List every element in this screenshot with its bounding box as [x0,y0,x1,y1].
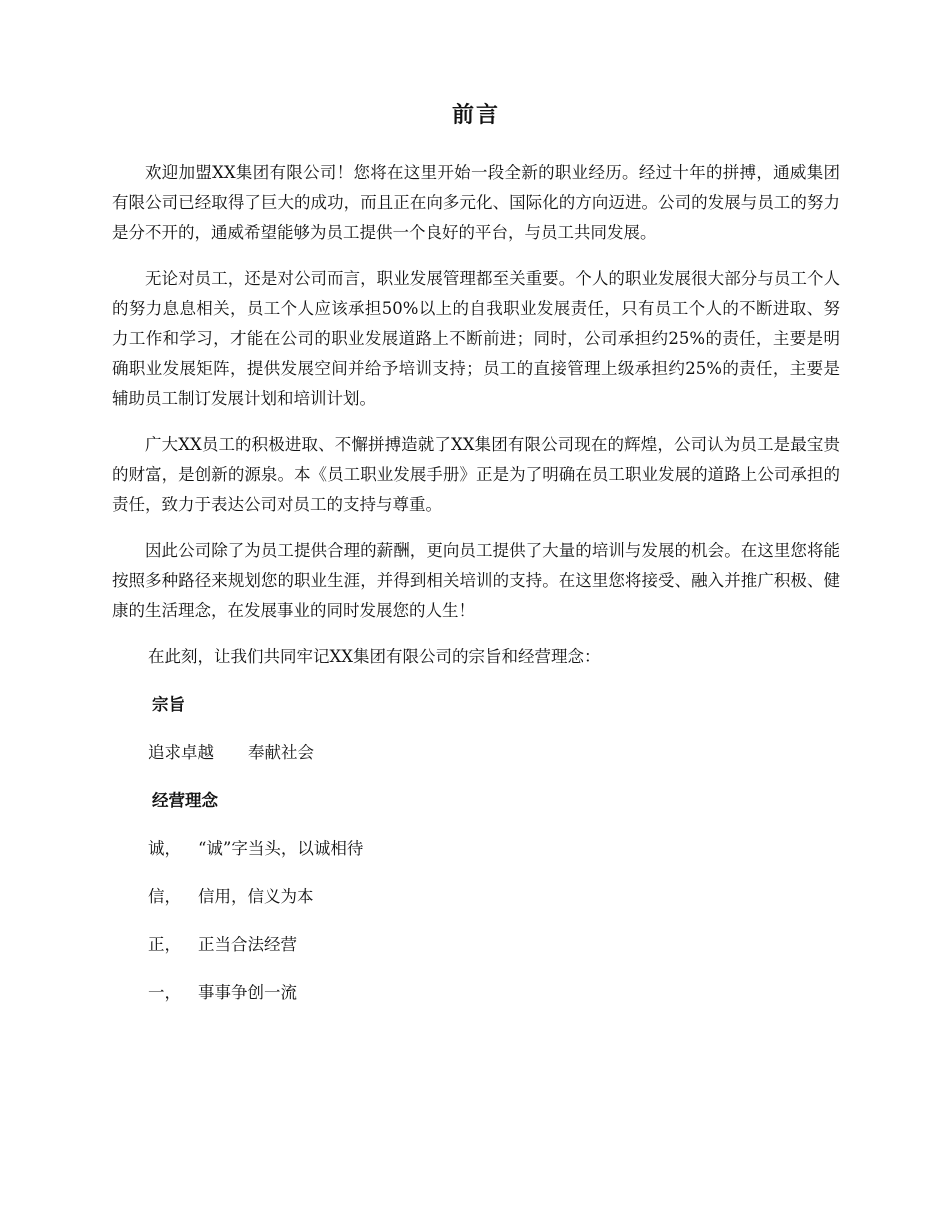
philosophy-item-key: 正， [148,935,181,954]
intro-line: 在此刻，让我们共同牢记XX集团有限公司的宗旨和经营理念： [148,647,601,666]
document-page [112,96,840,1026]
philosophy-item-text: “诚”字当头，以诚相待 [198,839,364,858]
purpose-heading: 宗旨 [152,695,185,714]
philosophy-item [112,978,840,1008]
philosophy-item-key: 诚， [148,839,181,858]
philosophy-item-text: 事事争创一流 [198,983,297,1002]
philosophy-item [112,882,840,912]
purpose-text [112,738,840,768]
philosophy-item [112,930,840,960]
purpose-part-2: 奉献社会 [248,743,314,762]
philosophy-item-key: 一， [148,983,181,1002]
paragraph-welcome: 欢迎加盟XX集团有限公司！您将在这里开始一段全新的职业经历。经过十年的拼搏，通威集团有限公司已经取得了巨大的成功，而且正在向多元化、国际化的方向迈进。公司的发展与员工的努力是分不开的，通威希望能够为员工提供一个良好的平台，与员工共同发展。 [112,163,840,242]
paragraph-employee-value: 广大XX员工的积极进取、不懈拼搏造就了XX集团有限公司现在的辉煌，公司认为员工是最宝贵的财富，是创新的源泉。本《员工职业发展手册》正是为了明确在员工职业发展的道路上公司承担的责任，致力于表达公司对员工的支持与尊重。 [112,435,840,514]
philosophy-heading: 经营理念 [152,791,218,810]
philosophy-item-text: 正当合法经营 [198,935,297,954]
paragraph-opportunities: 因此公司除了为员工提供合理的薪酬，更向员工提供了大量的培训与发展的机会。在这里您将能按照多种路径来规划您的职业生涯，并得到相关培训的支持。在这里您将接受、融入并推广积极、健康的生活理念，在发展事业的同时发展您的人生！ [112,541,840,620]
paragraph-career-management: 无论对员工，还是对公司而言，职业发展管理都至关重要。个人的职业发展很大部分与员工个人的努力息息相关，员工个人应该承担50%以上的自我职业发展责任，只有员工个人的不断进取、努力工作和学习，才能在公司的职业发展道路上不断前进；同时，公司承担约25%的责任，主要是明确职业发展矩阵，提供发展空间并给予培训支持；员工的直接管理上级承担约25%的责任，主要是辅助员工制订发展计划和培训计划。 [112,269,840,408]
philosophy-item [112,834,840,864]
purpose-part-1: 追求卓越 [148,743,214,762]
page-title: 前言 [451,103,500,128]
philosophy-item-key: 信， [148,887,181,906]
philosophy-item-text: 信用，信义为本 [198,887,314,906]
